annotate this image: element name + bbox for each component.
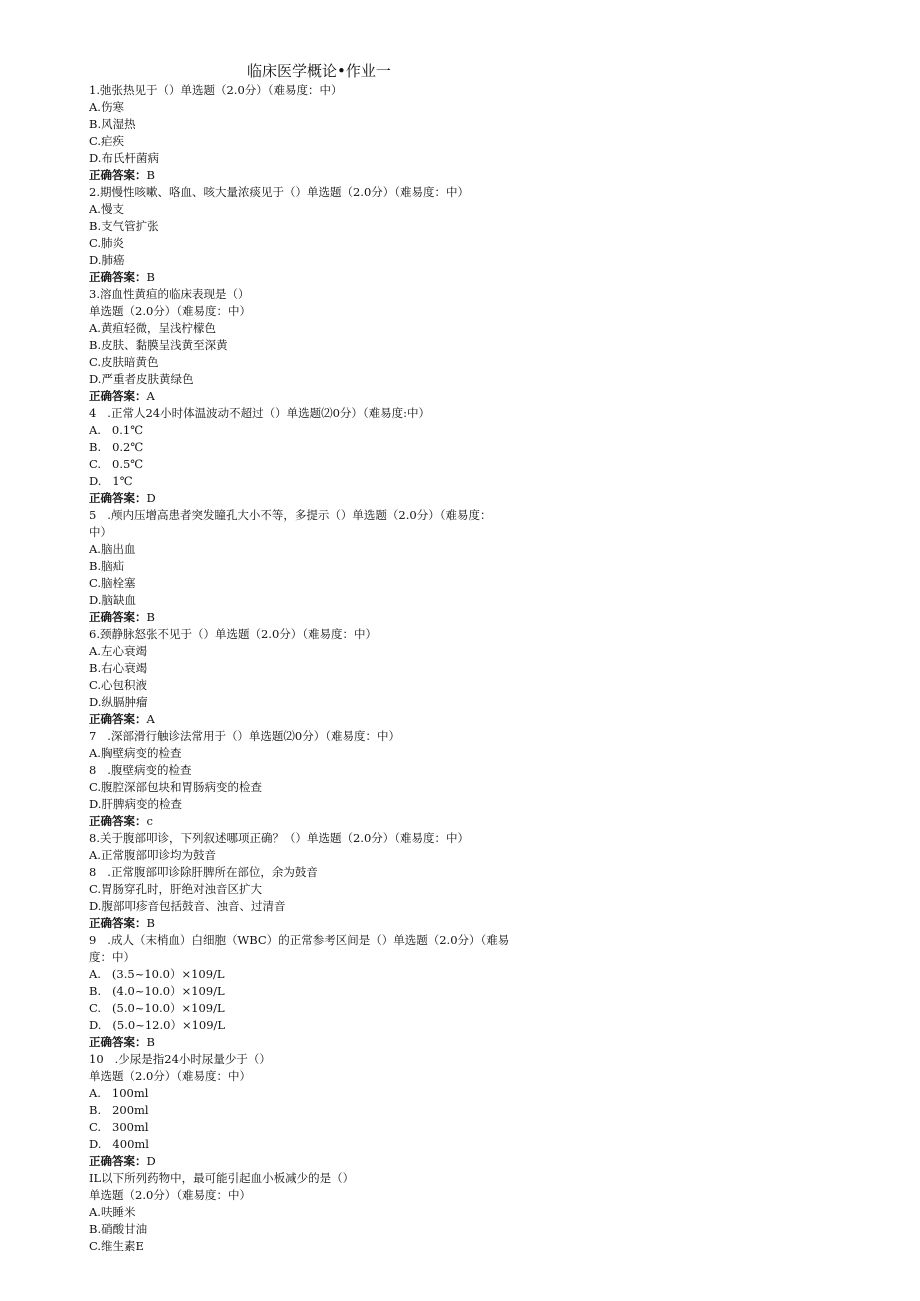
answer-option: C.胃肠穿孔时，肝绝对浊音区扩大 [89, 882, 263, 896]
answer-option: A.正常腹部叩诊均为鼓音 [89, 848, 216, 862]
document-page [89, 60, 869, 1255]
question-item [89, 932, 869, 1051]
question-item [89, 82, 869, 184]
answer-option: 8 .腹壁病变的检查 [89, 763, 192, 777]
correct-answer-label: 正确答案： [89, 814, 147, 828]
correct-answer-value: B [146, 916, 155, 930]
answer-option: C.肺炎 [89, 236, 125, 250]
question-item [89, 728, 869, 830]
question-text: 中） [89, 525, 112, 539]
correct-answer [89, 609, 869, 626]
question-text: IL以下所列药物中，最可能引起血小板减少的是（） [89, 1171, 355, 1185]
correct-answer [89, 490, 869, 507]
correct-answer [89, 269, 869, 286]
answer-option: C.心包积液 [89, 678, 148, 692]
correct-answer-value: B [146, 270, 155, 284]
answer-option: B.右心衰竭 [89, 661, 148, 675]
question-item [89, 405, 869, 507]
question-text: 单选题（2.0分）（难易度：中） [89, 1188, 252, 1202]
question-text: 度：中） [89, 950, 135, 964]
question-text: 9 .成人（末梢血）白细胞（WBC）的正常参考区间是（）单选题（2.0分）（难易 [89, 933, 510, 947]
correct-answer-value: c [146, 814, 153, 828]
answer-option: B. 0.2℃ [89, 440, 144, 454]
answer-option: D.肝脾病变的检查 [89, 797, 182, 811]
answer-option: B.皮肤、黏膜呈浅黄至深黄 [89, 338, 228, 352]
answer-option: A.伤寒 [89, 100, 124, 114]
answer-option: A.左心衰竭 [89, 644, 147, 658]
question-text: 单选题（2.0分）（难易度：中） [89, 304, 252, 318]
answer-option: D.腹部叩疹音包括鼓音、浊音、过清音 [89, 899, 286, 913]
answer-option: A. (3.5~10.0）×109/L [89, 967, 225, 981]
correct-answer-value: D [146, 1154, 156, 1168]
question-item [89, 1170, 869, 1255]
correct-answer-value: B [146, 168, 155, 182]
answer-option: D. (5.0~12.0）×109/L [89, 1018, 226, 1032]
answer-option: C. 0.5℃ [89, 457, 144, 471]
question-item [89, 626, 869, 728]
answer-option: A.呋睡米 [89, 1205, 136, 1219]
answer-option: D. 1℃ [89, 474, 133, 488]
question-item [89, 830, 869, 932]
question-text: 7 .深部滑行触诊法常用于（）单选题⑵0分）（难易度：中） [89, 729, 401, 743]
correct-answer-label: 正确答案： [89, 712, 147, 726]
answer-option: B.风湿热 [89, 117, 136, 131]
answer-option: D.肺癌 [89, 253, 125, 267]
correct-answer-value: B [146, 610, 155, 624]
question-text: 单选题（2.0分）（难易度：中） [89, 1069, 252, 1083]
correct-answer [89, 167, 869, 184]
answer-option: A.慢支 [89, 202, 124, 216]
question-text: 5 .颅内压增高患者突发瞳孔大小不等，多提示（）单选题（2.0分）（难易度： [89, 508, 492, 522]
answer-option: 8 .正常腹部叩诊除肝脾所在部位，余为鼓音 [89, 865, 318, 879]
question-item [89, 286, 869, 405]
correct-answer [89, 711, 869, 728]
correct-answer-value: B [146, 1035, 155, 1049]
question-text: 4 .正常人24小时体温波动不超过（）单选题⑵0分）（难易度:中） [89, 406, 431, 420]
answer-option: C.疟疾 [89, 134, 125, 148]
answer-option: C. 300ml [89, 1120, 149, 1134]
question-text: 10 .少尿是指24小时尿量少于（） [89, 1052, 271, 1066]
question-text: 6.颈静脉怒张不见于（）单选题（2.0分）（难易度：中） [89, 627, 378, 641]
correct-answer-label: 正确答案： [89, 270, 147, 284]
answer-option: A.脑出血 [89, 542, 136, 556]
correct-answer-value: D [146, 491, 156, 505]
correct-answer [89, 915, 869, 932]
answer-option: B. (4.0~10.0）×109/L [89, 984, 225, 998]
answer-option: C. (5.0~10.0）×109/L [89, 1001, 225, 1015]
answer-option: D.布氏杆菌病 [89, 151, 159, 165]
correct-answer-label: 正确答案： [89, 389, 147, 403]
correct-answer-label: 正确答案： [89, 168, 147, 182]
question-text: 2.期慢性咳嗽、咯血、咳大量浓痰见于（）单选题（2.0分）（难易度：中） [89, 185, 470, 199]
answer-option: C.皮肤暗黄色 [89, 355, 159, 369]
answer-option: D.严重者皮肤黄绿色 [89, 372, 194, 386]
correct-answer-value: A [146, 712, 155, 726]
question-text: 8.关于腹部叩诊，下列叙述哪项正确？（）单选题（2.0分）（难易度：中） [89, 831, 470, 845]
correct-answer-value: A [146, 389, 155, 403]
answer-option: A. 0.1℃ [89, 423, 144, 437]
question-item [89, 507, 869, 626]
correct-answer-label: 正确答案： [89, 916, 147, 930]
answer-option: B.支气管扩张 [89, 219, 159, 233]
answer-option: C.腹腔深部包块和胃肠病变的检查 [89, 780, 263, 794]
answer-option: B.硝酸甘油 [89, 1222, 148, 1236]
answer-option: D.脑缺血 [89, 593, 136, 607]
correct-answer [89, 1034, 869, 1051]
answer-option: A.黄疸轻微，呈浅柠檬色 [89, 321, 216, 335]
answer-option: B. 200ml [89, 1103, 149, 1117]
correct-answer [89, 388, 869, 405]
correct-answer-label: 正确答案： [89, 491, 147, 505]
correct-answer-label: 正确答案： [89, 1035, 147, 1049]
answer-option: A. 100ml [89, 1086, 149, 1100]
answer-option: C.脑栓塞 [89, 576, 136, 590]
correct-answer [89, 813, 869, 830]
answer-option: C.维生素E [89, 1239, 144, 1253]
page-title: 临床医学概论•作业一 [247, 62, 391, 80]
answer-option: D.纵膈肿瘤 [89, 695, 148, 709]
question-list [89, 82, 869, 1255]
question-item [89, 184, 869, 286]
question-item [89, 1051, 869, 1170]
answer-option: B.脑疝 [89, 559, 125, 573]
answer-option: A.胸壁病变的检查 [89, 746, 182, 760]
correct-answer-label: 正确答案： [89, 1154, 147, 1168]
question-text: 1.弛张热见于（）单选题（2.0分）（难易度：中） [89, 83, 343, 97]
correct-answer-label: 正确答案： [89, 610, 147, 624]
answer-option: D. 400ml [89, 1137, 149, 1151]
question-text: 3.溶血性黄疸的临床表现是（） [89, 287, 250, 301]
correct-answer [89, 1153, 869, 1170]
